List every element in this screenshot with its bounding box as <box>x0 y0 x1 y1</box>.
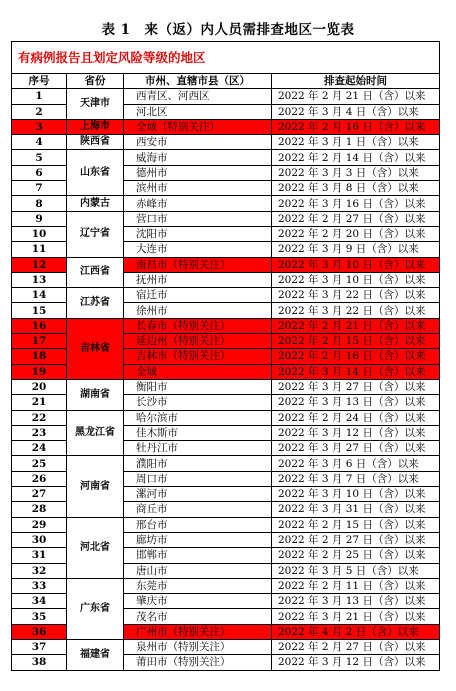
row-city: 莆田市（特别关注） <box>124 655 272 670</box>
row-city: 泉州市（特别关注） <box>124 639 272 654</box>
row-seq: 17 <box>12 334 67 349</box>
table-row <box>12 410 440 425</box>
row-date: 2022 年 3 月 10 日（含）以来 <box>272 257 440 272</box>
row-date: 2022 年 2 月 27 日（含）以来 <box>272 211 440 226</box>
row-province: 上海市 <box>67 119 124 134</box>
row-seq: 21 <box>12 395 67 410</box>
row-city: 肇庆市 <box>124 594 272 609</box>
row-city: 长沙市 <box>124 395 272 410</box>
section-title: 有病例报告且划定风险等级的地区 <box>12 42 440 74</box>
row-date: 2022 年 3 月 13 日（含）以来 <box>272 395 440 410</box>
row-date: 2022 年 3 月 31 日（含）以来 <box>272 502 440 517</box>
row-city: 宿迁市 <box>124 288 272 303</box>
row-seq: 19 <box>12 364 67 379</box>
row-seq: 12 <box>12 257 67 272</box>
row-city: 大连市 <box>124 242 272 257</box>
table-row <box>12 517 440 532</box>
row-date: 2022 年 3 月 12 日（含）以来 <box>272 425 440 440</box>
row-seq: 34 <box>12 594 67 609</box>
row-city: 周口市 <box>124 471 272 486</box>
row-date: 2022 年 3 月 27 日（含）以来 <box>272 379 440 394</box>
row-city: 长春市（特别关注） <box>124 318 272 333</box>
row-date: 2022 年 3 月 3 日（含）以来 <box>272 165 440 180</box>
row-city: 赤峰市 <box>124 196 272 211</box>
row-date: 2022 年 2 月 24 日（含）以来 <box>272 410 440 425</box>
row-seq: 32 <box>12 563 67 578</box>
row-date: 2022 年 3 月 16 日（含）以来 <box>272 196 440 211</box>
row-date: 2022 年 3 月 7 日（含）以来 <box>272 471 440 486</box>
row-seq: 27 <box>12 487 67 502</box>
row-province: 陕西省 <box>67 135 124 150</box>
row-seq: 3 <box>12 119 67 134</box>
row-date: 2022 年 3 月 22 日（含）以来 <box>272 303 440 318</box>
row-city: 延边州（特别关注） <box>124 334 272 349</box>
row-seq: 6 <box>12 165 67 180</box>
row-city: 邯郸市 <box>124 548 272 563</box>
header-province: 省份 <box>67 74 124 89</box>
row-province: 内蒙古 <box>67 196 124 211</box>
table-row <box>12 135 440 150</box>
row-seq: 37 <box>12 639 67 654</box>
row-city: 威海市 <box>124 150 272 165</box>
row-seq: 22 <box>12 410 67 425</box>
row-date: 2022 年 3 月 9 日（含）以来 <box>272 242 440 257</box>
row-city: 全域 <box>124 364 272 379</box>
row-city: 西青区、河西区 <box>124 89 272 104</box>
row-date: 2022 年 2 月 14 日（含）以来 <box>272 150 440 165</box>
row-date: 2022 年 3 月 21 日（含）以来 <box>272 609 440 624</box>
row-seq: 4 <box>12 135 67 150</box>
row-seq: 13 <box>12 272 67 287</box>
row-date: 2022 年 3 月 13 日（含）以来 <box>272 594 440 609</box>
table-row <box>12 257 440 272</box>
row-date: 2022 年 2 月 27 日（含）以来 <box>272 639 440 654</box>
row-city: 牡丹江市 <box>124 441 272 456</box>
row-date: 2022 年 4 月 2 日（含）以来 <box>272 624 440 639</box>
row-city: 南昌市（特别关注） <box>124 257 272 272</box>
row-seq: 33 <box>12 578 67 593</box>
row-seq: 11 <box>12 242 67 257</box>
row-seq: 28 <box>12 502 67 517</box>
row-date: 2022 年 2 月 15 日（含）以来 <box>272 517 440 532</box>
row-date: 2022 年 3 月 22 日（含）以来 <box>272 288 440 303</box>
row-date: 2022 年 3 月 1 日（含）以来 <box>272 135 440 150</box>
row-province: 辽宁省 <box>67 211 124 257</box>
row-city: 唐山市 <box>124 563 272 578</box>
row-city: 河北区 <box>124 104 272 119</box>
row-seq: 10 <box>12 226 67 241</box>
table-row <box>12 196 440 211</box>
row-province: 黑龙江省 <box>67 410 124 456</box>
table-row <box>12 639 440 654</box>
table-row <box>12 578 440 593</box>
row-city: 商丘市 <box>124 502 272 517</box>
row-seq: 35 <box>12 609 67 624</box>
row-province: 江西省 <box>67 257 124 288</box>
row-seq: 1 <box>12 89 67 104</box>
row-province: 河南省 <box>67 456 124 517</box>
section-row <box>12 42 440 74</box>
table-row <box>12 456 440 471</box>
row-date: 2022 年 2 月 25 日（含）以来 <box>272 548 440 563</box>
row-city: 茂名市 <box>124 609 272 624</box>
row-date: 2022 年 2 月 16 日（含）以来 <box>272 349 440 364</box>
row-seq: 31 <box>12 548 67 563</box>
row-city: 徐州市 <box>124 303 272 318</box>
row-city: 全域（特别关注） <box>124 119 272 134</box>
row-city: 哈尔滨市 <box>124 410 272 425</box>
row-city: 漯河市 <box>124 487 272 502</box>
row-province: 河北省 <box>67 517 124 578</box>
row-city: 沈阳市 <box>124 226 272 241</box>
header-date: 排查起始时间 <box>272 74 440 89</box>
row-seq: 29 <box>12 517 67 532</box>
row-seq: 16 <box>12 318 67 333</box>
row-seq: 15 <box>12 303 67 318</box>
table-row <box>12 379 440 394</box>
row-seq: 9 <box>12 211 67 226</box>
row-seq: 18 <box>12 349 67 364</box>
row-seq: 5 <box>12 150 67 165</box>
row-date: 2022 年 3 月 12 日（含）以来 <box>272 655 440 670</box>
table-row <box>12 288 440 303</box>
row-date: 2022 年 3 月 10 日（含）以来 <box>272 272 440 287</box>
row-date: 2022 年 3 月 8 日（含）以来 <box>272 181 440 196</box>
row-province: 广东省 <box>67 578 124 639</box>
row-seq: 38 <box>12 655 67 670</box>
row-seq: 20 <box>12 379 67 394</box>
table-row <box>12 211 440 226</box>
row-city: 西安市 <box>124 135 272 150</box>
row-city: 濮阳市 <box>124 456 272 471</box>
table-row <box>12 119 440 134</box>
row-date: 2022 年 3 月 10 日（含）以来 <box>272 487 440 502</box>
row-city: 衡阳市 <box>124 379 272 394</box>
row-date: 2022 年 2 月 20 日（含）以来 <box>272 226 440 241</box>
row-date: 2022 年 2 月 21 日（含）以来 <box>272 318 440 333</box>
row-seq: 7 <box>12 181 67 196</box>
row-city: 吉林市（特别关注） <box>124 349 272 364</box>
row-city: 东莞市 <box>124 578 272 593</box>
row-city: 抚州市 <box>124 272 272 287</box>
header-seq: 序号 <box>12 74 67 89</box>
row-date: 2022 年 2 月 21 日（含）以来 <box>272 89 440 104</box>
row-city: 邢台市 <box>124 517 272 532</box>
row-city: 广州市（特别关注） <box>124 624 272 639</box>
row-date: 2022 年 2 月 11 日（含）以来 <box>272 578 440 593</box>
row-seq: 25 <box>12 456 67 471</box>
row-city: 滨州市 <box>124 181 272 196</box>
row-date: 2022 年 2 月 27 日（含）以来 <box>272 532 440 547</box>
row-date: 2022 年 3 月 4 日（含）以来 <box>272 104 440 119</box>
row-seq: 14 <box>12 288 67 303</box>
header-city: 市州、直辖市县（区） <box>124 74 272 89</box>
row-province: 湖南省 <box>67 379 124 410</box>
row-seq: 24 <box>12 441 67 456</box>
row-city: 营口市 <box>124 211 272 226</box>
row-seq: 8 <box>12 196 67 211</box>
table-row <box>12 89 440 104</box>
row-seq: 23 <box>12 425 67 440</box>
row-seq: 30 <box>12 532 67 547</box>
row-province: 天津市 <box>67 89 124 120</box>
row-seq: 26 <box>12 471 67 486</box>
header-row <box>12 74 440 89</box>
row-date: 2022 年 2 月 15 日（含）以来 <box>272 334 440 349</box>
row-date: 2022 年 3 月 14 日（含）以来 <box>272 364 440 379</box>
document-title: 表 1 来（返）内人员需排查地区一览表 <box>101 22 355 38</box>
row-province: 吉林省 <box>67 318 124 379</box>
row-province: 山东省 <box>67 150 124 196</box>
row-province: 福建省 <box>67 639 124 670</box>
row-seq: 36 <box>12 624 67 639</box>
row-date: 2022 年 3 月 6 日（含）以来 <box>272 456 440 471</box>
row-city: 佳木斯市 <box>124 425 272 440</box>
table-row <box>12 150 440 165</box>
row-seq: 2 <box>12 104 67 119</box>
table-row <box>12 318 440 333</box>
investigation-areas-table <box>11 41 440 671</box>
row-date: 2022 年 3 月 27 日（含）以来 <box>272 441 440 456</box>
row-date: 2022 年 2 月 16 日（含）以来 <box>272 119 440 134</box>
row-date: 2022 年 3 月 5 日（含）以来 <box>272 563 440 578</box>
row-city: 德州市 <box>124 165 272 180</box>
row-city: 廊坊市 <box>124 532 272 547</box>
row-province: 江苏省 <box>67 288 124 319</box>
